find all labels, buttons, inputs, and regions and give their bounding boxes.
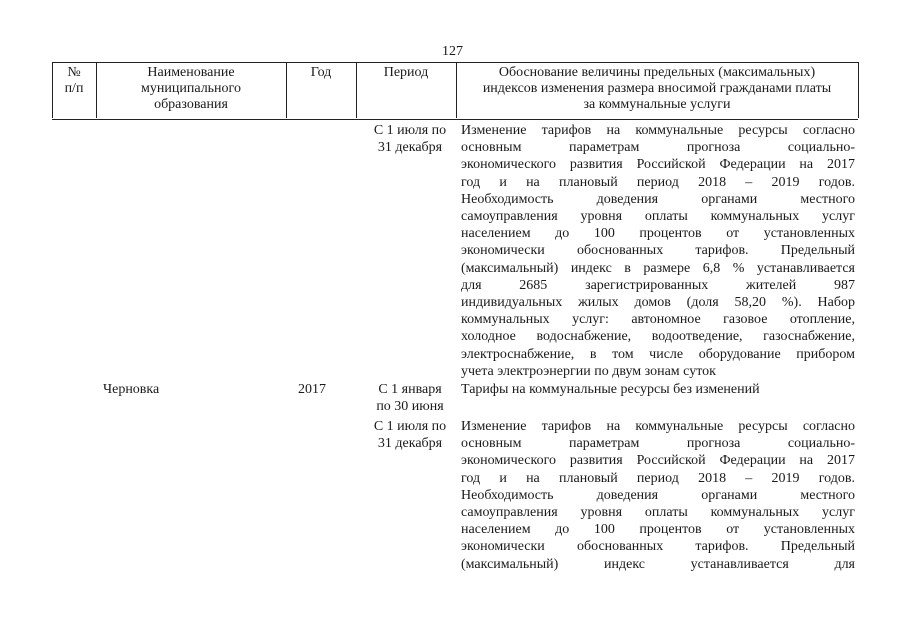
row2-basis: Тарифы на коммунальные ресурсы без изменений	[461, 382, 760, 397]
row2-period: С 1 января по 30 июня	[376, 382, 444, 415]
row1-period: С 1 июля по 31 декабря	[373, 123, 447, 156]
header-period: Период	[383, 65, 429, 80]
row3-period: С 1 июля по 31 декабря	[373, 419, 447, 452]
header-num: № п/п	[64, 65, 84, 96]
page-number: 127	[442, 44, 463, 59]
header-name: Наименование муниципального образования	[141, 65, 241, 112]
row3-basis: Изменение тарифов на коммунальные ресурсы согласно основным параметрам прогноза социально- экономического развития Российской Федерации на 2017 год и на плановый период 2018 – 2019 годов. Необходимость доведения органами местного самоуправления уровня оплаты коммунальных услуг населением до 100 процентов от установленных экономически обоснованных тарифов. Предельный (максимальный) индекс устанавливается для	[461, 419, 855, 572]
header-year: Год	[310, 65, 332, 80]
header-basis: Обоснование величины предельных (максимальных) индексов изменения размера вносимой гражданами платы за коммунальные услуги	[482, 65, 832, 112]
table-right-border	[858, 62, 859, 118]
row2-name: Черновка	[103, 382, 160, 397]
row1-basis: Изменение тарифов на коммунальные ресурсы согласно основным параметрам прогноза социально- экономического развития Российской Федерации на 2017 год и на плановый период 2018 – 2019 годов. Необходимость доведения органами местного самоуправления уровня оплаты коммунальных услуг населением до 100 процентов от установленных экономически обоснованных тарифов. Предельный (максимальный) индекс в размере 6,8 % устанавливается для 2685 зарегистрированных жителей 987 индивидуальных жилых домов (доля 58,20 %). Набор коммунальных услуг: автономное газовое отопление, холодное водоснабжение, водоотведение, газоснабжение, электроснабжение, в том числе оборудование прибором учета электроэнергии по двум зонам суток	[461, 123, 855, 379]
row2-year: 2017	[298, 382, 326, 397]
